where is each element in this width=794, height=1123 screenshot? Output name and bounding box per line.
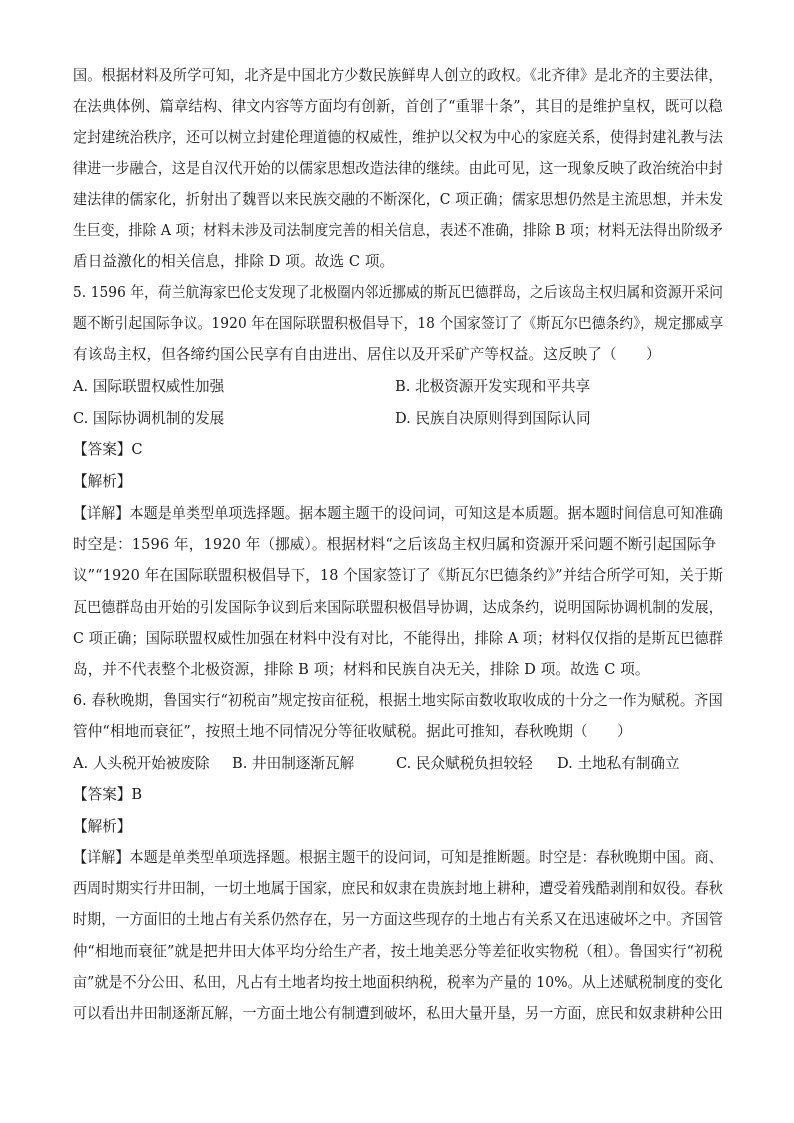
text-line: 律进一步融合，这是自汉代开始的以儒家思想改造法律的继续。由此可见，这一现象反映了政治统治中封: [73, 160, 723, 177]
q5-detail-line: 【详解】本题是单类型单项选择题。据本题主题干的设问词，可知这是本质题。据本题时间信息可知准确: [73, 505, 723, 522]
question-5-stem: 题不断引起国际争议。1920 年在国际联盟积极倡导下，18 个国家签订了《斯瓦尔巴德条约》，规定挪威享: [73, 315, 724, 332]
q5-detail-line: 议”“1920 年在国际联盟积极倡导下，18 个国家签订了《斯瓦尔巴德条约》”并结合所学可知，关于斯: [73, 567, 724, 584]
question-6-stem: 管仲“相地而衰征”，按照土地不同情况分等征收赋税。据此可推知，春秋晚期（ ）: [73, 723, 632, 740]
q5-option-b: B. 北极资源开发实现和平共享: [395, 378, 591, 395]
q6-detail-line: 亩”就是不分公田、私田，凡占有土地者均按土地面积纳税，税率为产量的 10%。从上述赋税制度的变化: [73, 974, 723, 991]
q6-option-a: A. 人头税开始被废除: [73, 755, 210, 772]
text-line: 在法典体例、篇章结构、律文内容等方面均有创新，首创了“重罪十条”，其目的是维护皇权，既可以稳: [73, 98, 723, 115]
q5-answer: 【答案】C: [73, 441, 143, 458]
text-line: 建法律的儒家化，折射出了魏晋以来民族交融的不断深化，C 项正确；儒家思想仍然是主流思想，并未发: [73, 191, 724, 208]
q6-detail-line: 仲“相地而衰征”就是把井田大体平均分给生产者，按土地美恶分等差征收实物税（租）。鲁国实行“初税: [73, 943, 723, 960]
q6-option-c: C. 民众赋税负担较轻: [396, 755, 533, 772]
text-line: 盾日益激化的相关信息，排除 D 项。故选 C 项。: [73, 253, 395, 270]
q6-option-b: B. 井田制逐渐瓦解: [232, 755, 355, 772]
q5-option-c: C. 国际协调机制的发展: [73, 410, 225, 427]
q5-option-a: A. 国际联盟权威性加强: [73, 378, 225, 395]
q6-answer: 【答案】B: [73, 786, 143, 803]
q5-detail-line: C 项正确；国际联盟权威性加强在材料中没有对比，不能得出，排除 A 项；材料仅仅指的是斯瓦巴德群: [73, 630, 724, 647]
q6-detail-line: 【详解】本题是单类型单项选择题。根据主题干的设问词，可知是推断题。时空是：春秋晚期中国。商、: [73, 849, 723, 866]
q5-analysis-label: 【解析】: [73, 473, 132, 490]
text-line: 生巨变，排除 A 项；材料未涉及司法制度完善的相关信息，表述不准确，排除 B 项；材料无法得出阶级矛: [73, 222, 723, 239]
q6-detail-line: 时期，一方面旧的土地占有关系仍然存在，另一方面这些现存的土地占有关系又在迅速破坏之中。齐国管: [73, 911, 723, 928]
q6-detail-line: 西周时期实行井田制，一切土地属于国家，庶民和奴隶在贵族封地上耕种，遭受着残酷剥削和奴役。春秋: [73, 880, 723, 897]
text-line: 国。根据材料及所学可知，北齐是中国北方少数民族鲜卑人创立的政权。《北齐律》是北齐的主要法律，: [73, 67, 723, 84]
q5-detail-line: 岛，并不代表整个北极资源，排除 B 项；材料和民族自决无关，排除 D 项。故选 C 项。: [73, 661, 650, 678]
q5-option-d: D. 民族自决原则得到国际认同: [395, 410, 591, 427]
q6-detail-line: 可以看出井田制逐渐瓦解，一方面土地公有制遭到破坏，私田大量开垦，另一方面，庶民和奴隶耕种公田: [73, 1005, 723, 1022]
q6-option-d: D. 土地私有制确立: [557, 755, 680, 772]
q5-detail-line: 瓦巴德群岛由开始的引发国际争议到后来国际联盟积极倡导协调，达成条约，说明国际协调机制的发展，: [73, 599, 723, 616]
question-5-stem: 5. 1596 年，荷兰航海家巴伦支发现了北极圈内邻近挪威的斯瓦巴德群岛，之后该岛主权归属和资源开采问: [73, 284, 724, 301]
text-line: 定封建统治秩序，还可以树立封建伦理道德的权威性，维护以父权为中心的家庭关系，使得封建礼教与法: [73, 129, 723, 146]
question-5-stem: 有该岛主权，但各缔约国公民享有自由进出、居住以及开采矿产等权益。这反映了（ ）: [73, 346, 661, 363]
q5-detail-line: 时空是：1596 年，1920 年（挪威）。根据材料“之后该岛主权归属和资源开采问题不断引起国际争: [73, 536, 717, 553]
q6-analysis-label: 【解析】: [73, 818, 132, 835]
question-6-stem: 6. 春秋晚期，鲁国实行“初税亩”规定按亩征税，根据土地实际亩数收取收成的十分之一作为赋税。齐国: [73, 692, 723, 709]
